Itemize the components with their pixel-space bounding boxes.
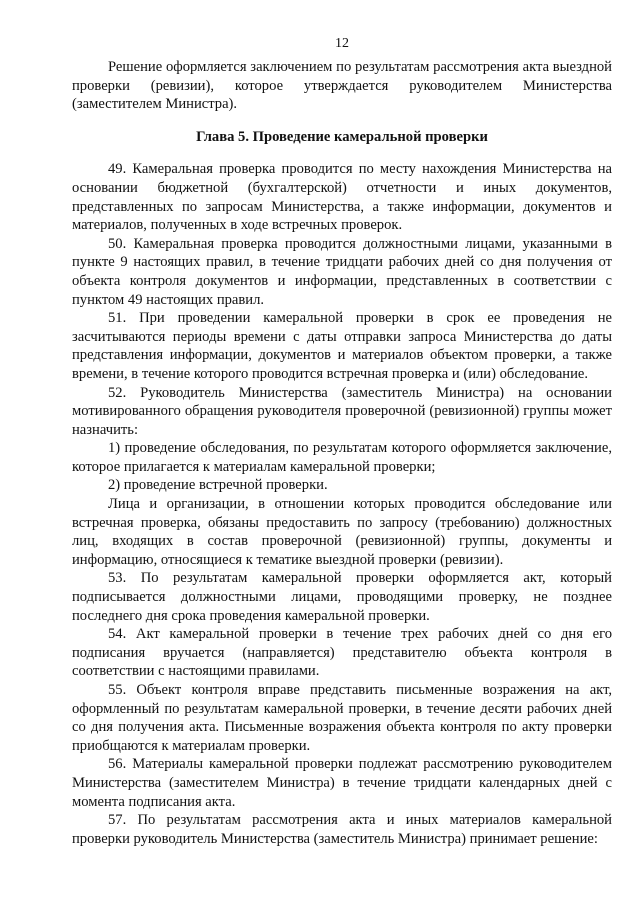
paragraph-52: 52. Руководитель Министерства (заместитель Министра) на основании мотивированного обращения руководителя проверочной (ревизионной) группы может назначить: (72, 384, 612, 438)
paragraph-decision: Решение оформляется заключением по результатам рассмотрения акта выездной проверки (ревизии), которое утверждается руководителем Министерства (заместителем Министра). (72, 59, 612, 113)
paragraph-53: 53. По результатам камеральной проверки оформляется акт, который подписывается должностными лицами, проводящими проверку, не позднее последнего дня срока проведения камеральной проверки. (72, 570, 612, 624)
paragraph-55: 55. Объект контроля вправе представить письменные возражения на акт, оформленный по результатам камеральной проверки, в течение десяти рабочих дней со дня получения акта. Письменные возражения объекта контроля по акту проверки приобщаются к материалам проверки. (72, 682, 612, 754)
page-number: 12 (335, 36, 349, 51)
paragraph-56: 56. Материалы камеральной проверки подлежат рассмотрению руководителем Министерства (заместителем Министра) в течение тридцати календарных дней с момента подписания акта. (72, 756, 612, 810)
paragraph-52-persons: Лица и организации, в отношении которых проводится обследование или встречная проверка, обязаны предоставить по запросу (требованию) должностных лиц, входящих в состав проверочной (ревизионной) группы, документы и информацию, относящиеся к тематике выездной проверки (ревизии). (72, 496, 612, 568)
document-body (72, 58, 612, 848)
document-page (72, 0, 612, 905)
paragraph-52-item-1: 1) проведение обследования, по результатам которого оформляется заключение, которое прилагается к материалам камеральной проверки; (72, 440, 612, 475)
paragraph-57: 57. По результатам рассмотрения акта и иных материалов камеральной проверки руководитель Министерства (заместитель Министра) принимает решение: (72, 812, 612, 847)
paragraph-49: 49. Камеральная проверка проводится по месту нахождения Министерства на основании бюджетной (бухгалтерской) отчетности и иных документов, представленных по запросам Министерства, а также информации, документов и материалов, полученных в ходе встречных проверок. (72, 161, 612, 234)
paragraph-50: 50. Камеральная проверка проводится должностными лицами, указанными в пункте 9 настоящих правил, в течение тридцати рабочих дней со дня получения от объекта контроля документов и информации, представленных в соответствии с пунктом 49 настоящих правил. (72, 235, 612, 308)
paragraph-51: 51. При проведении камеральной проверки в срок ее проведения не засчитываются периоды времени с даты отправки запроса Министерства до даты представления информации, документов и материалов объектом проверки, а также времени, в течение которого проводится встречная проверка и (или) обследование. (72, 310, 612, 382)
chapter-heading: Глава 5. Проведение камеральной проверки (196, 128, 488, 145)
paragraph-54: 54. Акт камеральной проверки в течение трех рабочих дней со дня его подписания вручается (направляется) представителю объекта контроля в соответствии с настоящими правилами. (72, 626, 612, 680)
paragraph-52-item-2: 2) проведение встречной проверки. (108, 477, 328, 494)
